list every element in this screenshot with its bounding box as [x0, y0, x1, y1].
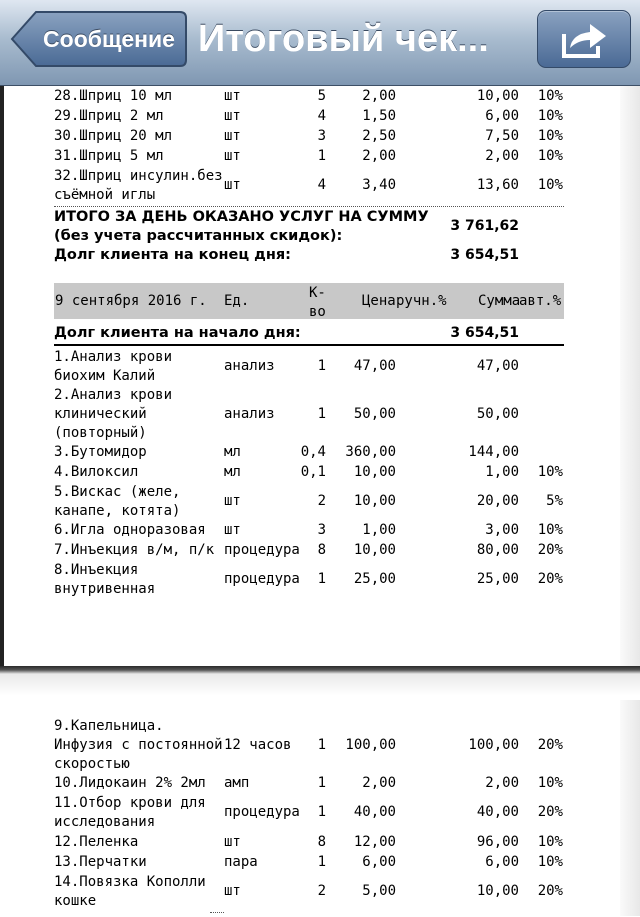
item-qty: 1: [317, 775, 326, 791]
header-qty: К-: [309, 285, 326, 301]
item-discount: 20%: [537, 571, 563, 587]
item-price: 5,00: [362, 883, 396, 899]
divider: [210, 912, 224, 917]
item-unit: пара: [224, 854, 258, 870]
item-name: 12.Пеленка: [54, 834, 139, 850]
item-sum: 50,00: [476, 406, 519, 422]
item-price: 2,00: [362, 88, 396, 104]
item-discount: 10%: [537, 834, 563, 850]
header-sum: Сумма: [478, 293, 521, 309]
item-name-line2: исследования: [54, 814, 156, 830]
item-unit: шт: [224, 834, 241, 850]
item-qty: 2: [317, 883, 326, 899]
item-discount: 10%: [537, 128, 563, 144]
item-unit: шт: [224, 177, 241, 193]
header-date: 9 сентября 2016 г.: [55, 293, 207, 309]
header-qty-line2: во: [309, 304, 326, 320]
item-discount: 10%: [537, 464, 563, 480]
item-name: 2.Анализ крови: [54, 387, 173, 403]
debt-end-value: 3 654,51: [450, 247, 519, 263]
item-sum: 20,00: [476, 493, 519, 509]
item-price: 100,00: [345, 737, 396, 753]
item-name: 9.Капельница.: [54, 718, 164, 734]
item-qty: 2: [317, 493, 326, 509]
item-sum: 6,00: [485, 854, 519, 870]
item-qty: 1: [317, 148, 326, 164]
item-price: 10,00: [353, 542, 396, 558]
item-unit: шт: [224, 128, 241, 144]
item-name-line3: (повторный): [54, 425, 147, 441]
item-name-line2: клинический: [54, 406, 147, 422]
back-button[interactable]: [10, 10, 188, 68]
item-price: 10,00: [353, 464, 396, 480]
item-sum: 7,50: [485, 128, 519, 144]
day-total-label: ИТОГО ЗА ДЕНЬ ОКАЗАНО УСЛУГ НА СУММУ: [54, 209, 429, 225]
item-price: 2,00: [362, 148, 396, 164]
day-total-note: (без учета рассчитанных скидок):: [54, 228, 343, 244]
divider: [54, 344, 564, 346]
item-name-line2: биохим Калий: [54, 368, 156, 384]
item-sum: 80,00: [476, 542, 519, 558]
item-unit: процедура: [224, 542, 300, 558]
item-price: 2,00: [362, 775, 396, 791]
item-price: 47,00: [353, 358, 396, 374]
item-qty: 1: [317, 854, 326, 870]
item-name: 31.Шприц 5 мл: [54, 148, 164, 164]
item-discount: 20%: [537, 883, 563, 899]
item-name: 29.Шприц 2 мл: [54, 108, 164, 124]
item-sum: 2,00: [485, 148, 519, 164]
item-name: 8.Инъекция: [54, 562, 139, 578]
item-qty: 0,4: [300, 444, 326, 460]
page-break: [0, 666, 640, 700]
item-price: 2,50: [362, 128, 396, 144]
debt-start-label: Долг клиента на начало дня:: [54, 325, 301, 341]
item-name: 14.Повязка Кополли: [54, 874, 206, 890]
item-sum: 1,00: [485, 464, 519, 480]
item-price: 3,40: [362, 177, 396, 193]
item-discount: 20%: [537, 804, 563, 820]
item-unit: 12 часов: [224, 737, 292, 753]
item-qty: 8: [317, 542, 326, 558]
item-price: 1,50: [362, 108, 396, 124]
header-price: Цена: [362, 293, 396, 309]
item-unit: шт: [224, 493, 241, 509]
item-name: 30.Шприц 20 мл: [54, 128, 173, 144]
item-name: 7.Инъекция в/м, п/к: [54, 542, 215, 558]
header-auto-discount: авт.%: [519, 293, 562, 309]
item-name: 11.Отбор крови для: [54, 795, 206, 811]
item-qty: 8: [317, 834, 326, 850]
item-discount: 10%: [537, 775, 563, 791]
item-sum: 2,00: [485, 775, 519, 791]
item-name: 13.Перчатки: [54, 854, 147, 870]
item-discount: 5%: [546, 493, 563, 509]
item-name: 3.Бутомидор: [54, 444, 147, 460]
item-name: 6.Игла одноразовая: [54, 522, 206, 538]
item-qty: 1: [317, 406, 326, 422]
item-discount: 20%: [537, 737, 563, 753]
item-sum: 100,00: [468, 737, 519, 753]
item-name-line2: канапе, котята): [54, 503, 181, 519]
item-price: 25,00: [353, 571, 396, 587]
item-discount: 10%: [537, 148, 563, 164]
item-discount: 10%: [537, 108, 563, 124]
item-qty: 1: [317, 737, 326, 753]
back-button-label: Сообщение: [43, 26, 175, 52]
item-name-line3: скоростью: [54, 756, 130, 772]
item-name-line2: внутривенная: [54, 581, 156, 597]
item-sum: 10,00: [476, 883, 519, 899]
item-sum: 25,00: [476, 571, 519, 587]
item-name: 32.Шприц инсулин.без: [54, 168, 223, 184]
item-unit: мл: [224, 444, 241, 460]
item-discount: 20%: [537, 542, 563, 558]
item-sum: 6,00: [485, 108, 519, 124]
item-sum: 96,00: [476, 834, 519, 850]
item-unit: шт: [224, 883, 241, 899]
item-qty: 3: [317, 128, 326, 144]
page-margin: [620, 86, 640, 666]
item-unit: шт: [224, 148, 241, 164]
item-price: 50,00: [353, 406, 396, 422]
item-unit: шт: [224, 108, 241, 124]
item-name: 5.Вискас (желе,: [54, 484, 181, 500]
item-unit: шт: [224, 88, 241, 104]
share-button[interactable]: [537, 10, 631, 68]
item-qty: 1: [317, 804, 326, 820]
header-manual-discount: ручн.%: [396, 293, 447, 309]
item-discount: 10%: [537, 522, 563, 538]
item-price: 10,00: [353, 493, 396, 509]
item-unit: мл: [224, 464, 241, 480]
item-unit: шт: [224, 522, 241, 538]
debt-start-value: 3 654,51: [450, 325, 519, 341]
item-qty: 4: [317, 177, 326, 193]
page-title: Итоговый чек...: [198, 18, 489, 60]
day-total-value: 3 761,62: [450, 218, 519, 234]
item-unit: анализ: [224, 358, 275, 374]
debt-end-label: Долг клиента на конец дня:: [54, 247, 291, 263]
item-qty: 1: [317, 358, 326, 374]
item-name-line2: кошке: [54, 893, 97, 909]
page-edge: [0, 86, 4, 666]
item-name: 4.Вилоксил: [54, 464, 139, 480]
item-name: 1.Анализ крови: [54, 349, 173, 365]
item-name: 10.Лидокаин 2% 2мл: [54, 775, 206, 791]
item-price: 40,00: [353, 804, 396, 820]
item-sum: 3,00: [485, 522, 519, 538]
item-price: 6,00: [362, 854, 396, 870]
item-unit: амп: [224, 775, 250, 791]
item-name: 28.Шприц 10 мл: [54, 88, 173, 104]
item-qty: 1: [317, 571, 326, 587]
divider: [54, 206, 564, 207]
item-sum: 47,00: [476, 358, 519, 374]
item-sum: 40,00: [476, 804, 519, 820]
header-unit: Ед.: [224, 293, 250, 309]
item-sum: 13,60: [476, 177, 519, 193]
item-discount: 10%: [537, 854, 563, 870]
share-arrow-icon: [560, 20, 608, 60]
item-discount: 10%: [537, 177, 563, 193]
page-margin: [620, 700, 640, 916]
item-qty: 5: [317, 88, 326, 104]
item-qty: 0,1: [300, 464, 326, 480]
item-unit: анализ: [224, 406, 275, 422]
item-name-line2: съёмной иглы: [54, 187, 156, 203]
item-unit: процедура: [224, 571, 300, 587]
item-name-line2: Инфузия с постоянной: [54, 737, 223, 753]
navigation-bar: [0, 0, 640, 86]
item-qty: 3: [317, 522, 326, 538]
item-sum: 10,00: [476, 88, 519, 104]
item-qty: 4: [317, 108, 326, 124]
item-unit: процедура: [224, 804, 300, 820]
item-sum: 144,00: [468, 444, 519, 460]
item-price: 360,00: [345, 444, 396, 460]
item-price: 1,00: [362, 522, 396, 538]
item-discount: 10%: [537, 88, 563, 104]
item-price: 12,00: [353, 834, 396, 850]
